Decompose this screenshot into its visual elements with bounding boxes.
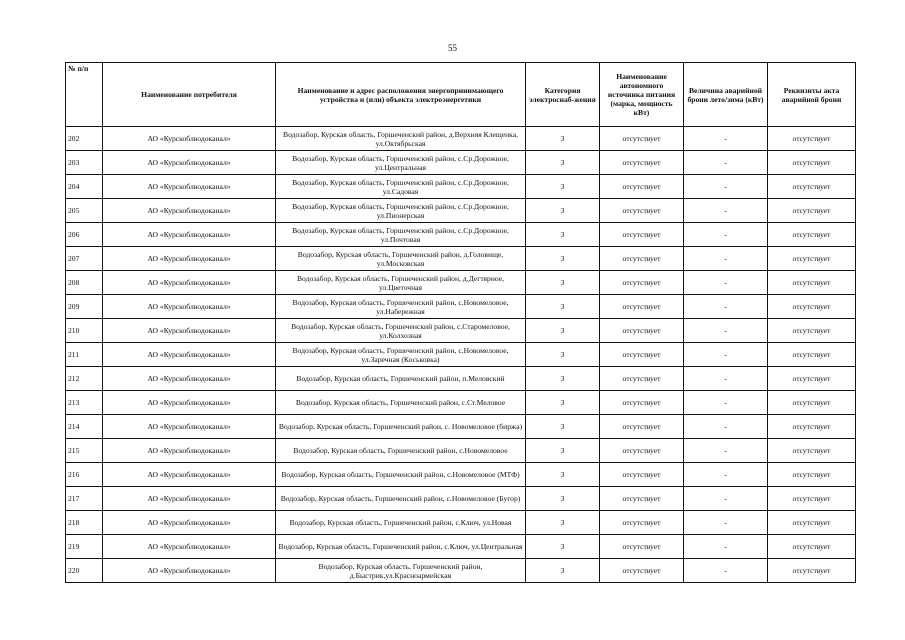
supply-category: 3 (526, 127, 600, 151)
object-address: Водозабор, Курская область, Горшеченский район, с.Ср.Дорожное, ул.Центральная (276, 151, 526, 175)
emergency-reserve: - (684, 223, 768, 247)
reserve-act: отсутствует (768, 343, 856, 367)
row-number: 216 (66, 463, 103, 487)
row-number: 212 (66, 367, 103, 391)
autonomous-source: отсутствует (600, 175, 684, 199)
autonomous-source: отсутствует (600, 343, 684, 367)
supply-category: 3 (526, 415, 600, 439)
emergency-reserve: - (684, 247, 768, 271)
emergency-reserve: - (684, 463, 768, 487)
consumer-name: АО «Курскоблводоканал» (103, 391, 276, 415)
emergency-reserve: - (684, 151, 768, 175)
table-row (66, 487, 856, 511)
emergency-reserve: - (684, 175, 768, 199)
table-row (66, 295, 856, 319)
page-number: 55 (448, 43, 457, 53)
reserve-act: отсутствует (768, 199, 856, 223)
object-address: Водозабор, Курская область, Горшеченский район, с.Ср.Дорожное, ул.Почтовая (276, 223, 526, 247)
object-address: Водозабор, Курская область, Горшеченский район, с.Новомеловое, ул.Заречная (Коськовка) (276, 343, 526, 367)
reserve-act: отсутствует (768, 559, 856, 583)
row-number: 206 (66, 223, 103, 247)
consumer-name: АО «Курскоблводоканал» (103, 511, 276, 535)
autonomous-source: отсутствует (600, 511, 684, 535)
table-row (66, 151, 856, 175)
supply-category: 3 (526, 271, 600, 295)
supply-category: 3 (526, 559, 600, 583)
table-row (66, 343, 856, 367)
table-row (66, 127, 856, 151)
consumer-name: АО «Курскоблводоканал» (103, 151, 276, 175)
supply-category: 3 (526, 535, 600, 559)
autonomous-source: отсутствует (600, 415, 684, 439)
emergency-reserve: - (684, 127, 768, 151)
emergency-reserve: - (684, 439, 768, 463)
reserve-act: отсутствует (768, 271, 856, 295)
table-row (66, 271, 856, 295)
supply-category: 3 (526, 511, 600, 535)
reserve-act: отсутствует (768, 511, 856, 535)
emergency-reserve: - (684, 487, 768, 511)
emergency-reserve: - (684, 199, 768, 223)
emergency-reserve: - (684, 511, 768, 535)
row-number: 211 (66, 343, 103, 367)
reserve-act: отсутствует (768, 463, 856, 487)
supply-category: 3 (526, 343, 600, 367)
table-row (66, 439, 856, 463)
supply-category: 3 (526, 463, 600, 487)
autonomous-source: отсутствует (600, 247, 684, 271)
row-number: 219 (66, 535, 103, 559)
consumer-name: АО «Курскоблводоканал» (103, 319, 276, 343)
supply-category: 3 (526, 295, 600, 319)
table-row (66, 199, 856, 223)
consumer-name: АО «Курскоблводоканал» (103, 535, 276, 559)
row-number: 214 (66, 415, 103, 439)
object-address: Водозабор, Курская область, Горшеченский район, с.Новомеловое (МТФ) (276, 463, 526, 487)
autonomous-source: отсутствует (600, 199, 684, 223)
table-row (66, 415, 856, 439)
autonomous-source: отсутствует (600, 559, 684, 583)
consumer-name: АО «Курскоблводоканал» (103, 463, 276, 487)
consumer-name: АО «Курскоблводоканал» (103, 127, 276, 151)
reserve-act: отсутствует (768, 535, 856, 559)
row-number: 204 (66, 175, 103, 199)
object-address: Водозабор, Курская область, Горшеченский район, с. Новомеловое (биржа) (276, 415, 526, 439)
table-row (66, 175, 856, 199)
header-address: Наименование и адрес расположения энергопринимающего устройства и (или) объекта электроэнергетики (276, 63, 526, 127)
consumer-name: АО «Курскоблводоканал» (103, 439, 276, 463)
table-row (66, 391, 856, 415)
row-number: 220 (66, 559, 103, 583)
reserve-act: отсутствует (768, 295, 856, 319)
reserve-act: отсутствует (768, 127, 856, 151)
row-number: 203 (66, 151, 103, 175)
table-row (66, 559, 856, 583)
emergency-reserve: - (684, 271, 768, 295)
supply-category: 3 (526, 367, 600, 391)
supply-category: 3 (526, 247, 600, 271)
header-act: Реквизиты акта аварийной брони (768, 63, 856, 127)
row-number: 207 (66, 247, 103, 271)
object-address: Водозабор, Курская область, Горшеченский район, с.Новомеловое, ул.Набережная (276, 295, 526, 319)
consumer-name: АО «Курскоблводоканал» (103, 295, 276, 319)
row-number: 205 (66, 199, 103, 223)
consumer-name: АО «Курскоблводоканал» (103, 271, 276, 295)
reserve-act: отсутствует (768, 439, 856, 463)
autonomous-source: отсутствует (600, 151, 684, 175)
consumer-name: АО «Курскоблводоканал» (103, 343, 276, 367)
object-address: Водозабор, Курская область, Горшеченский район, с.Ст.Меловое (276, 391, 526, 415)
reserve-act: отсутствует (768, 391, 856, 415)
reserve-act: отсутствует (768, 247, 856, 271)
autonomous-source: отсутствует (600, 127, 684, 151)
row-number: 202 (66, 127, 103, 151)
reserve-act: отсутствует (768, 223, 856, 247)
header-category: Категория электроснаб-жения (526, 63, 600, 127)
emergency-reserve: - (684, 367, 768, 391)
autonomous-source: отсутствует (600, 319, 684, 343)
autonomous-source: отсутствует (600, 295, 684, 319)
supply-category: 3 (526, 391, 600, 415)
consumer-name: АО «Курскоблводоканал» (103, 199, 276, 223)
object-address: Водозабор, Курская область, Горшеченский район, с.Ключ, ул.Центральная (276, 535, 526, 559)
emergency-reserve: - (684, 295, 768, 319)
autonomous-source: отсутствует (600, 223, 684, 247)
consumers-table (65, 62, 856, 583)
object-address: Водозабор, Курская область, Горшеченский район, с.Новомеловое (Бугор) (276, 487, 526, 511)
row-number: 209 (66, 295, 103, 319)
consumer-name: АО «Курскоблводоканал» (103, 415, 276, 439)
autonomous-source: отсутствует (600, 487, 684, 511)
autonomous-source: отсутствует (600, 439, 684, 463)
table-row (66, 463, 856, 487)
consumer-name: АО «Курскоблводоканал» (103, 247, 276, 271)
object-address: Водозабор, Курская область, Горшеченский район, с.Новомеловое (276, 439, 526, 463)
autonomous-source: отсутствует (600, 535, 684, 559)
emergency-reserve: - (684, 535, 768, 559)
reserve-act: отсутствует (768, 175, 856, 199)
row-number: 213 (66, 391, 103, 415)
emergency-reserve: - (684, 343, 768, 367)
header-num: № п/п (66, 63, 103, 127)
supply-category: 3 (526, 487, 600, 511)
autonomous-source: отсутствует (600, 367, 684, 391)
supply-category: 3 (526, 319, 600, 343)
emergency-reserve: - (684, 391, 768, 415)
table-row (66, 511, 856, 535)
supply-category: 3 (526, 151, 600, 175)
object-address: Водозабор, Курская область, Горшеченский район, д.Быстрик,ул.Красноармейская (276, 559, 526, 583)
row-number: 217 (66, 487, 103, 511)
header-source: Наименование автономного источника питания (марка, мощность кВт) (600, 63, 684, 127)
object-address: Водозабор, Курская область, Горшеченский район, д.Верхняя Клещенка, ул.Октябрьская (276, 127, 526, 151)
consumer-name: АО «Курскоблводоканал» (103, 487, 276, 511)
reserve-act: отсутствует (768, 151, 856, 175)
table-row (66, 223, 856, 247)
row-number: 210 (66, 319, 103, 343)
table-header-row (66, 63, 856, 127)
object-address: Водозабор, Курская область, Горшеченский район, д.Дегтярное, ул.Цветочная (276, 271, 526, 295)
header-consumer: Наименование потребителя (103, 63, 276, 127)
consumer-name: АО «Курскоблводоканал» (103, 367, 276, 391)
autonomous-source: отсутствует (600, 271, 684, 295)
object-address: Водозабор, Курская область, Горшеченский район, с.Старомеловое, ул.Колхозная (276, 319, 526, 343)
object-address: Водозабор, Курская область, Горшеченский район, п.Меловский (276, 367, 526, 391)
supply-category: 3 (526, 175, 600, 199)
object-address: Водозабор, Курская область, Горшеченский район, с.Ср.Дорожное, ул.Пионерская (276, 199, 526, 223)
emergency-reserve: - (684, 415, 768, 439)
emergency-reserve: - (684, 319, 768, 343)
consumer-name: АО «Курскоблводоканал» (103, 223, 276, 247)
row-number: 215 (66, 439, 103, 463)
supply-category: 3 (526, 439, 600, 463)
reserve-act: отсутствует (768, 487, 856, 511)
row-number: 218 (66, 511, 103, 535)
supply-category: 3 (526, 199, 600, 223)
autonomous-source: отсутствует (600, 391, 684, 415)
emergency-reserve: - (684, 559, 768, 583)
table-row (66, 319, 856, 343)
table-row (66, 367, 856, 391)
table-body (66, 127, 856, 583)
table-row (66, 535, 856, 559)
reserve-act: отсутствует (768, 367, 856, 391)
autonomous-source: отсутствует (600, 463, 684, 487)
reserve-act: отсутствует (768, 415, 856, 439)
consumer-name: АО «Курскоблводоканал» (103, 175, 276, 199)
table-row (66, 247, 856, 271)
supply-category: 3 (526, 223, 600, 247)
object-address: Водозабор, Курская область, Горшеченский район, с.Ключ, ул.Новая (276, 511, 526, 535)
object-address: Водозабор, Курская область, Горшеченский район, с.Ср.Дорожное, ул.Садовая (276, 175, 526, 199)
reserve-act: отсутствует (768, 319, 856, 343)
object-address: Водозабор, Курская область, Горшеченский район, д.Головище, ул.Московская (276, 247, 526, 271)
consumer-name: АО «Курскоблводоканал» (103, 559, 276, 583)
row-number: 208 (66, 271, 103, 295)
header-bron: Величина аварийной брони лето/зима (кВт) (684, 63, 768, 127)
